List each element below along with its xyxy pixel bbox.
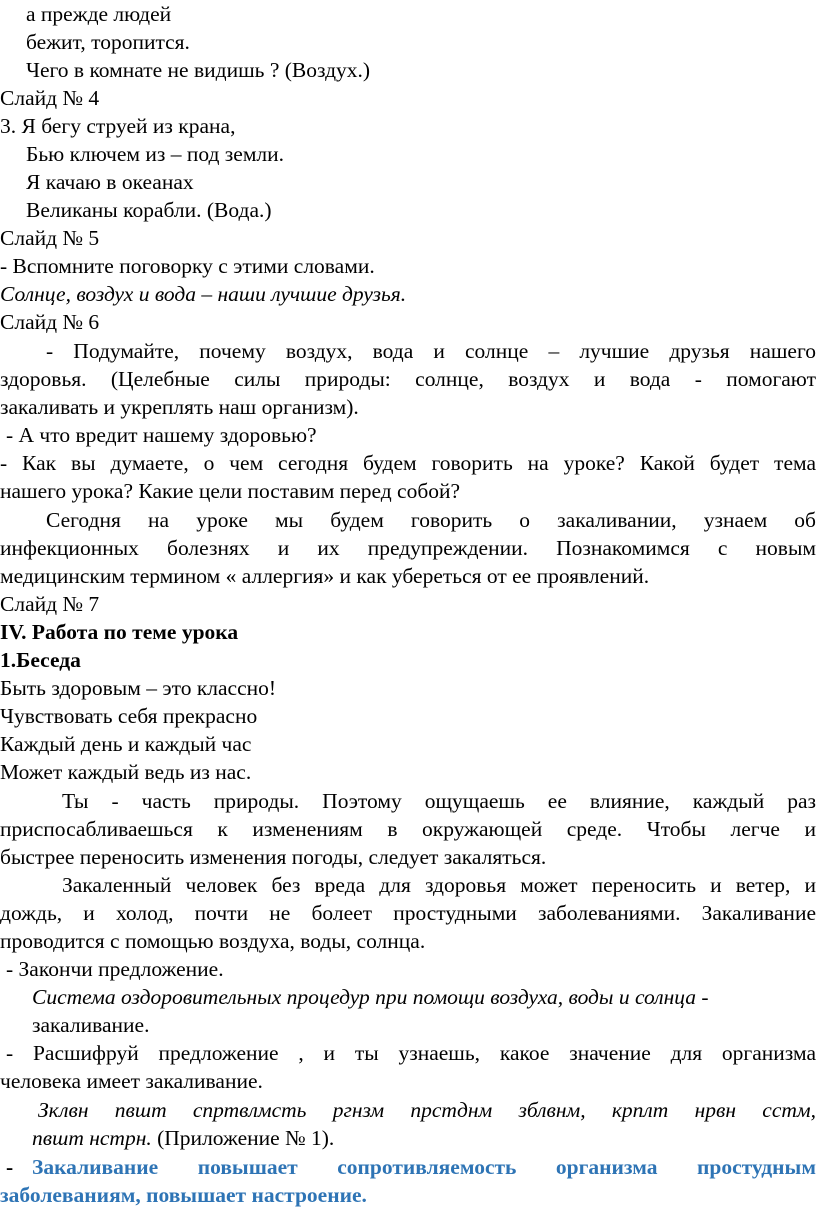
text-line: проводится с помощью воздуха, воды, солнца.	[0, 929, 426, 953]
text-line: - Подумайте, почему воздух, вода и солнце – лучшие друзья нашего	[46, 339, 816, 363]
answer-line: заболеваниям, повышает настроение.	[0, 1183, 367, 1207]
text-line: Великаны корабли. (Вода.)	[26, 198, 272, 222]
text-line: Чего в комнате не видишь ? (Воздух.)	[26, 58, 371, 82]
text-line: - Как вы думаете, о чем сегодня будем говорить на уроке? Какой будет тема	[0, 451, 816, 475]
proverb-line: Солнце, воздух и вода – наши лучшие друзья.	[0, 282, 407, 306]
poem-line: Каждый день и каждый час	[0, 732, 252, 756]
text-line: - А что вредит нашему здоровью?	[6, 423, 317, 447]
text-line: - Расшифруй предложение , и ты узнаешь, какое значение для организма	[6, 1041, 816, 1065]
text-line: бежит, торопится.	[26, 30, 190, 54]
slide-label: Слайд № 5	[0, 226, 100, 250]
text-line: здоровья. (Целебные силы природы: солнце, воздух и вода - помогают	[0, 367, 816, 391]
text-line: Закаленный человек без вреда для здоровья может переносить и ветер, и	[62, 873, 816, 897]
text-line: - Закончи предложение.	[6, 957, 224, 981]
text-line: Ты - часть природы. Поэтому ощущаешь ее влияние, каждый раз	[62, 789, 816, 813]
text-line: медицинским термином « аллергия» и как убереться от ее проявлений.	[0, 564, 650, 588]
definition-dash: -	[696, 985, 709, 1009]
appendix-ref: (Приложение № 1).	[151, 1126, 335, 1150]
text-line: Сегодня на уроке мы будем говорить о закаливании, узнаем об	[46, 508, 816, 532]
text-line: инфекционных болезнях и их предупреждении. Познакомимся с новым	[0, 536, 816, 560]
text-line: закаливать и укреплять наш организм).	[0, 395, 359, 419]
text-line: быстрее переносить изменения погоды, следует закаляться.	[0, 845, 547, 869]
text-line: 3. Я бегу струей из крана,	[0, 114, 236, 138]
section-heading: IV. Работа по теме урока	[0, 620, 239, 644]
answer-line: Закаливание повышает сопротивляемость организма простудным	[32, 1155, 816, 1179]
answer-dash: -	[6, 1155, 14, 1179]
text-line: а прежде людей	[26, 2, 172, 26]
poem-line: Быть здоровым – это классно!	[0, 676, 277, 700]
text-line: закаливание.	[32, 1013, 150, 1037]
slide-label: Слайд № 6	[0, 310, 100, 334]
cipher-line	[32, 1124, 816, 1153]
poem-line: Может каждый ведь из нас.	[0, 760, 252, 784]
cipher-line: Зклвн пвшт спртвлмсть ргнзм прстднм зблвнм, крплт нрвн сстм,	[38, 1098, 816, 1122]
text-line: дождь, и холод, почти не болеет простудными заболеваниями. Закаливание	[0, 901, 816, 925]
text-line: приспосабливаешься к изменениям в окружающей среде. Чтобы легче и	[0, 817, 816, 841]
subsection-heading: 1.Беседа	[0, 648, 81, 672]
definition-line	[32, 983, 816, 1012]
slide-label: Слайд № 7	[0, 592, 100, 616]
text-line: нашего урока? Какие цели поставим перед собой?	[0, 479, 461, 503]
definition-italic: Система оздоровительных процедур при помощи воздуха, воды и солнца	[32, 985, 696, 1009]
poem-line: Чувствовать себя прекрасно	[0, 704, 258, 728]
text-line: Бью ключем из – под земли.	[26, 142, 285, 166]
text-line: - Вспомните поговорку с этими словами.	[0, 254, 375, 278]
text-line: человека имеет закаливание.	[0, 1069, 263, 1093]
cipher-italic: пвшт нстрн.	[32, 1126, 152, 1150]
slide-label: Слайд № 4	[0, 86, 100, 110]
text-line: Я качаю в океанах	[26, 170, 194, 194]
